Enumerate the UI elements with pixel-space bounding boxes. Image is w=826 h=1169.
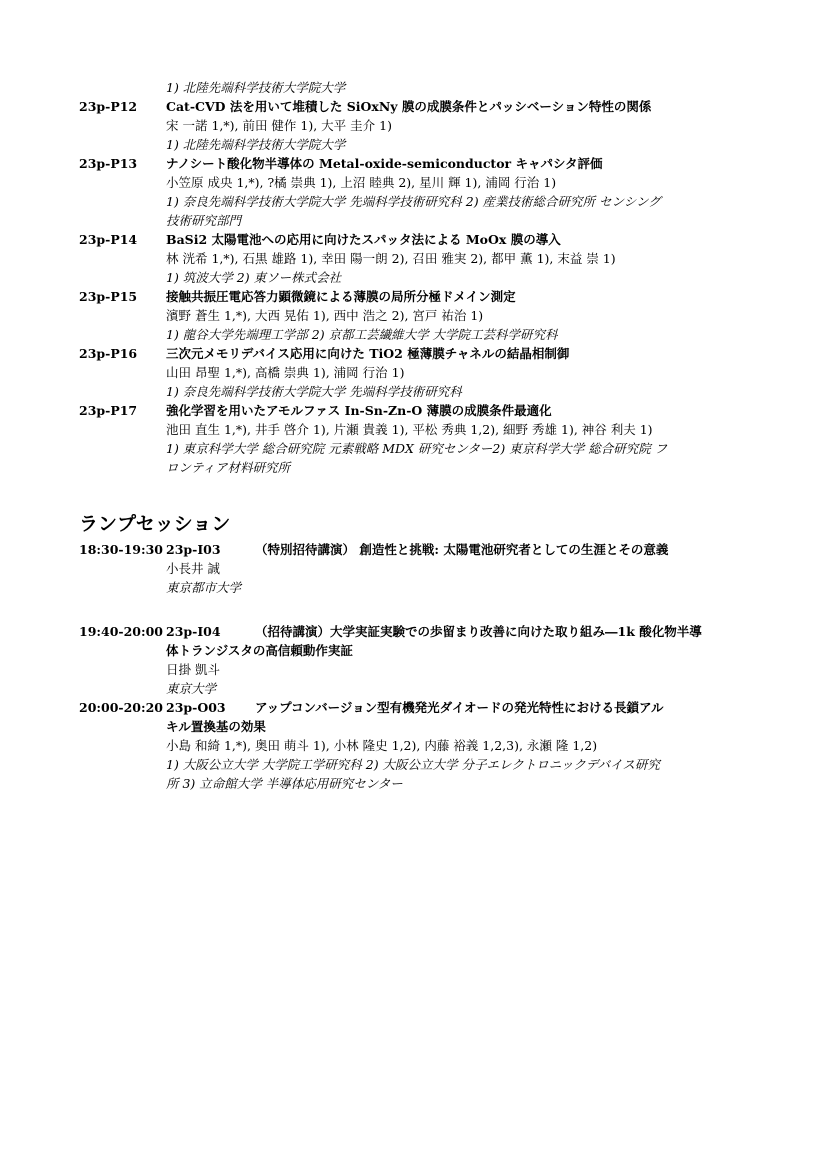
affiliation-line (0, 578, 826, 597)
authors-text: 林 洸希 1,*), 石黒 雄路 1), 幸田 陽一朗 2), 召田 雅実 2), 都甲 薫 1), 末益 崇 1) (166, 251, 616, 266)
presentation-code: 23p-P13 (79, 156, 138, 171)
authors-text: 小島 和綺 1,*), 奥田 萌斗 1), 小林 隆史 1,2), 内藤 裕義 1,2,3), 永瀬 隆 1,2) (166, 738, 598, 753)
affiliation-line (0, 458, 826, 477)
affiliation-line (0, 192, 826, 211)
authors-line (0, 559, 826, 578)
entry-23p-p17 (0, 401, 826, 420)
authors-line (0, 173, 826, 192)
affiliation-line (0, 325, 826, 344)
affiliation-line (0, 679, 826, 698)
presentation-title: （招待講演）大学実証実験での歩留まり改善に向けた取り組み―1k 酸化物半導 (255, 624, 702, 639)
authors-line (0, 660, 826, 679)
entry-23p-p12 (0, 97, 826, 116)
section-heading: ランプセッション (79, 513, 231, 535)
presentation-code: 23p-O03 (166, 700, 226, 715)
presentation-title: Cat-CVD 法を用いて堆積した SiOxNy 膜の成膜条件とパッシベーション特性の関係 (166, 99, 652, 114)
entry-23p-p16 (0, 344, 826, 363)
affiliation-text: 1) 大阪公立大学 大学院工学研究科 2) 大阪公立大学 分子エレクトロニックデバイス研究 (166, 757, 660, 772)
presentation-title: 接触共振圧電応答力顕微鏡による薄膜の局所分極ドメイン測定 (166, 289, 516, 304)
session-time: 20:00-20:20 (79, 700, 163, 715)
presentation-title: アップコンバージョン型有機発光ダイオードの発光特性における長鎖アル (255, 700, 664, 715)
affiliation-text: ロンティア材料研究所 (166, 460, 291, 475)
session-entry-23p-o03 (0, 698, 826, 717)
presentation-title: BaSi2 太陽電池への応用に向けたスパッタ法による MoOx 膜の導入 (166, 232, 561, 247)
presentation-code: 23p-P16 (79, 346, 138, 361)
affiliation-text: 東京都市大学 (166, 580, 242, 595)
affiliation-line (0, 382, 826, 401)
affiliation-text: 1) 龍谷大学先端理工学部 2) 京都工芸繊維大学 大学院工芸科学研究科 (166, 327, 558, 342)
authors-text: 小長井 誠 (166, 561, 220, 576)
title-continuation-line (0, 641, 826, 660)
affiliation-text: 東京大学 (166, 681, 217, 696)
presentation-title: ナノシート酸化物半導体の Metal-oxide-semiconductor キャパシタ評価 (166, 156, 603, 171)
presentation-code: 23p-I03 (166, 542, 221, 557)
affiliation-text: 1) 北陸先端科学技術大学院大学 (166, 80, 346, 95)
presentation-code: 23p-I04 (166, 624, 221, 639)
presentation-code: 23p-P14 (79, 232, 138, 247)
authors-text: 山田 昂聖 1,*), 高橋 崇典 1), 浦岡 行治 1) (166, 365, 405, 380)
entry-23p-p13 (0, 154, 826, 173)
session-time: 18:30-19:30 (79, 542, 163, 557)
presentation-title: 三次元メモリデバイス応用に向けた TiO2 極薄膜チャネルの結晶相制御 (166, 346, 570, 361)
authors-text: 日掛 凱斗 (166, 662, 220, 677)
affiliation-text: 1) 東京科学大学 総合研究院 元素戦略 MDX 研究センター2) 東京科学大学 総合研究院 フ (166, 441, 668, 456)
affiliation-line (0, 755, 826, 774)
authors-text: 宋 一諾 1,*), 前田 健作 1), 大平 圭介 1) (166, 118, 392, 133)
authors-text: 濱野 蒼生 1,*), 大西 晃佑 1), 西中 浩之 2), 宮戸 祐治 1) (166, 308, 484, 323)
authors-line (0, 420, 826, 439)
presentation-code: 23p-P15 (79, 289, 138, 304)
title-continuation-line (0, 717, 826, 736)
authors-text: 池田 直生 1,*), 井手 啓介 1), 片瀬 貴義 1), 平松 秀典 1,2), 細野 秀雄 1), 神谷 利夫 1) (166, 422, 653, 437)
presentation-code: 23p-P12 (79, 99, 138, 114)
authors-text: 小笠原 成央 1,*), ?橘 崇典 1), 上沼 睦典 2), 星川 輝 1), 浦岡 行治 1) (166, 175, 557, 190)
affiliation-line (0, 78, 826, 97)
affiliation-text: 1) 北陸先端科学技術大学院大学 (166, 137, 346, 152)
affiliation-line (0, 135, 826, 154)
authors-line (0, 736, 826, 755)
session-entry-23p-i03 (0, 540, 826, 559)
presentation-title: （特別招待講演） 創造性と挑戦: 太陽電池研究者としての生涯とその意義 (255, 542, 669, 557)
affiliation-line (0, 268, 826, 287)
affiliation-text: 技術研究部門 (166, 213, 242, 228)
affiliation-text: 1) 奈良先端科学技術大学院大学 先端科学技術研究科 (166, 384, 462, 399)
authors-line (0, 249, 826, 268)
session-time: 19:40-20:00 (79, 624, 163, 639)
entry-23p-p14 (0, 230, 826, 249)
presentation-title-continued: キル置換基の効果 (166, 719, 266, 734)
affiliation-line (0, 439, 826, 458)
affiliation-line (0, 211, 826, 230)
authors-line (0, 363, 826, 382)
authors-line (0, 306, 826, 325)
entry-23p-p15 (0, 287, 826, 306)
authors-line (0, 116, 826, 135)
section-heading-row (0, 512, 826, 538)
affiliation-text: 1) 筑波大学 2) 東ソー株式会社 (166, 270, 342, 285)
presentation-title: 強化学習を用いたアモルファス In-Sn-Zn-O 薄膜の成膜条件最適化 (166, 403, 552, 418)
affiliation-text: 1) 奈良先端科学技術大学院大学 先端科学技術研究科 2) 産業技術総合研究所 センシング (166, 194, 661, 209)
presentation-code: 23p-P17 (79, 403, 138, 418)
presentation-title-continued: 体トランジスタの高信頼動作実証 (166, 643, 353, 658)
session-entry-23p-i04 (0, 622, 826, 641)
affiliation-text: 所 3) 立命館大学 半導体応用研究センター (166, 776, 403, 791)
affiliation-line (0, 774, 826, 793)
